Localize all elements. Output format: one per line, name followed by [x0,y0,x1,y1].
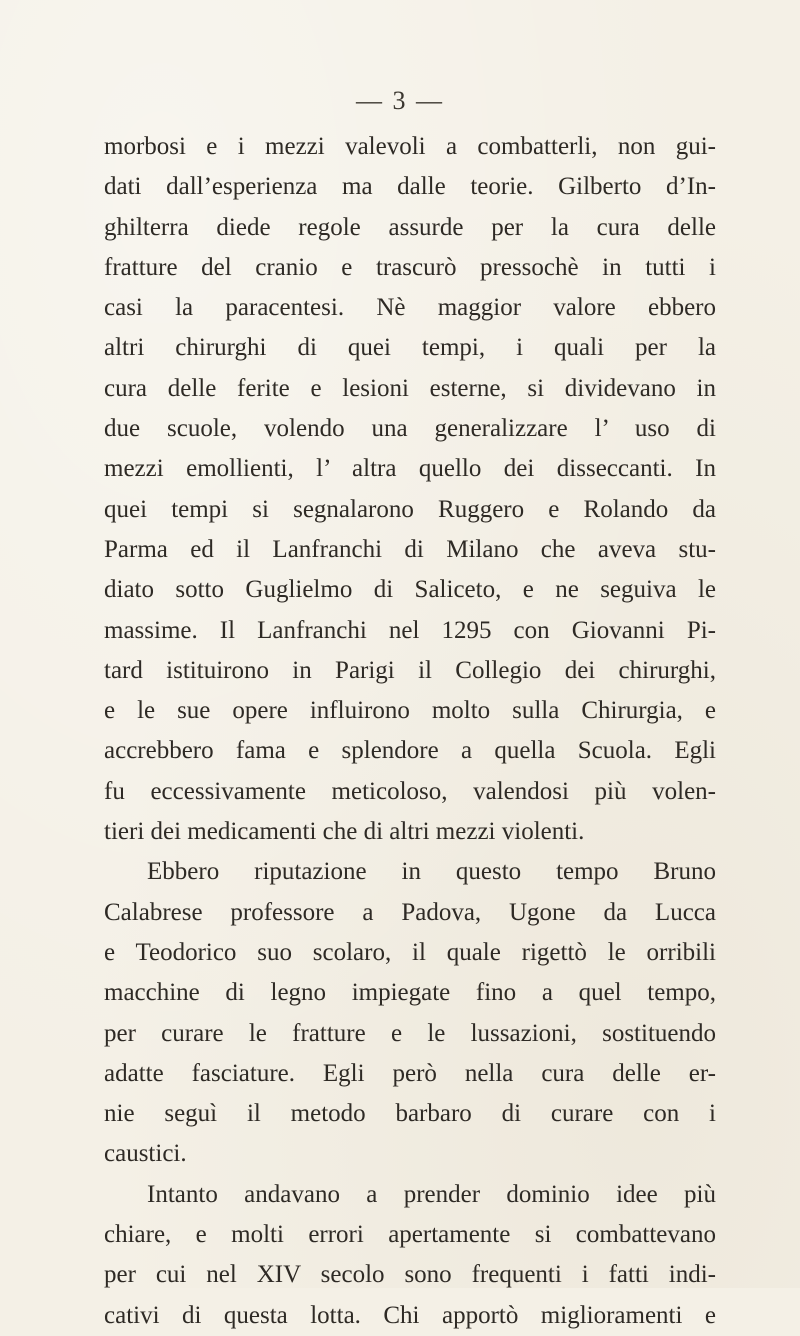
text-line: chiare, e molti errori apertamente si combattevano [104,1221,716,1249]
text-line: caustici. [104,1140,187,1168]
text-line: macchine di legno impiegate fino a quel tempo, [104,979,716,1007]
text-line: Parma ed il Lanfranchi di Milano che aveva stu- [104,535,716,563]
text-line: massime. Il Lanfranchi nel 1295 con Giovanni Pi- [104,616,716,644]
text-line: Calabrese professore a Padova, Ugone da Lucca [104,898,716,926]
text-line: Intanto andavano a prender dominio idee più [147,1180,716,1208]
page-number: — 3 — [356,86,444,115]
text-line: e le sue opere influirono molto sulla Chirurgia, e [104,697,716,725]
text-line: e Teodorico suo scolaro, il quale rigettò le orribili [104,938,716,966]
text-line: accrebbero fama e splendore a quella Scuola. Egli [104,737,716,765]
text-line: tieri dei medicamenti che di altri mezzi violenti. [104,818,585,846]
text-line: fu eccessivamente meticoloso, valendosi più volen- [104,777,716,805]
text-line: mezzi emollienti, l’ altra quello dei disseccanti. In [104,455,716,483]
text-line: morbosi e i mezzi valevoli a combatterli, non gui- [104,133,716,160]
text-line: ghilterra diede regole assurde per la cura delle [104,213,716,241]
text-line: altri chirurghi di quei tempi, i quali per la [104,334,716,362]
text-line: dati dall’esperienza ma dalle teorie. Gilberto d’In- [104,173,716,201]
text-line: per cui nel XIV secolo sono frequenti i fatti indi- [104,1261,716,1289]
text-line: fratture del cranio e trascurò pressochè in tutti i [104,253,716,281]
text-line: tard istituirono in Parigi il Collegio dei chirurghi, [104,656,716,684]
text-line: diato sotto Guglielmo di Saliceto, e ne seguiva le [104,576,716,604]
text-line: casi la paracentesi. Nè maggior valore ebbero [104,294,716,322]
text-line: Ebbero riputazione in questo tempo Bruno [147,858,716,886]
text-line: adatte fasciature. Egli però nella cura delle er- [104,1059,716,1087]
text-line: cativi di questa lotta. Chi apportò miglioramenti e [104,1301,716,1329]
body-text [104,127,716,1336]
text-line: quei tempi si segnalarono Ruggero e Rolando da [104,495,716,523]
text-line: cura delle ferite e lesioni esterne, si dividevano in [104,374,716,402]
text-line: due scuole, volendo una generalizzare l’ uso di [104,415,716,443]
text-line: nie seguì il metodo barbaro di curare con i [104,1100,716,1128]
text-line: per curare le fratture e le lussazioni, sostituendo [104,1019,716,1047]
